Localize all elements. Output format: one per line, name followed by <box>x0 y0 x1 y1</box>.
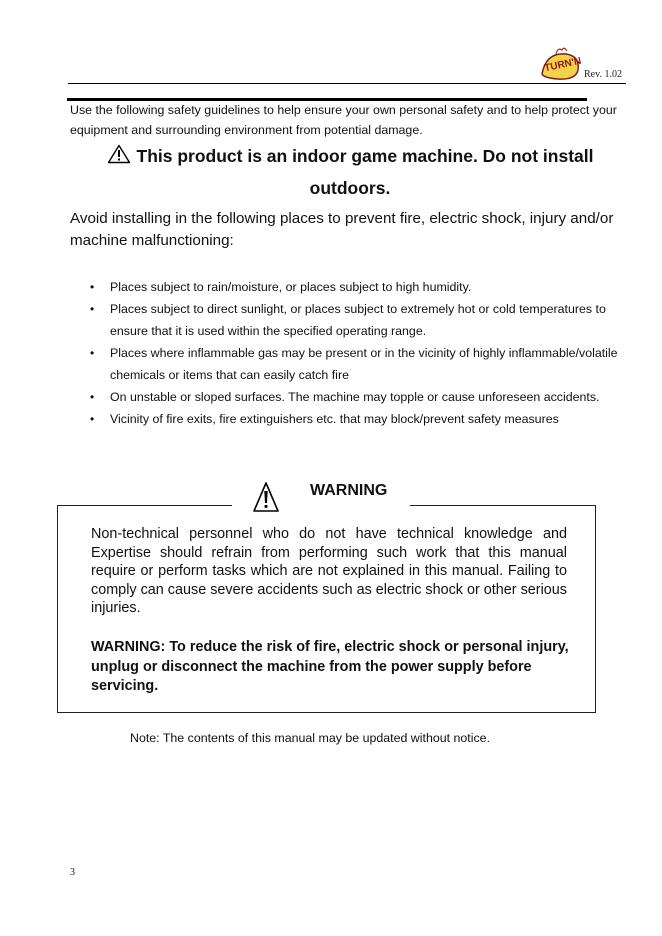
list-item: • Vicinity of fire exits, fire extinguishers etc. that may block/prevent safety measures <box>70 408 630 430</box>
list-item: • Places where inflammable gas may be present or in the vicinity of highly inflammable/volatile chemicals or items that can easily catch fire <box>70 342 630 386</box>
intro-paragraph: Use the following safety guidelines to help ensure your own personal safety and to help protect your equipment and surrounding environment from potential damage. <box>70 103 617 137</box>
update-note: Note: The contents of this manual may be updated without notice. <box>130 731 491 745</box>
page-number: 3 <box>70 867 75 878</box>
indoor-notice-heading <box>70 140 630 204</box>
avoid-paragraph: Avoid installing in the following places to prevent fire, electric shock, injury and/or machine malfunctioning: <box>70 210 614 249</box>
list-item: • On unstable or sloped surfaces. The machine may topple or cause unforeseen accidents. <box>70 386 630 408</box>
indoor-notice-text: This product is an indoor game machine. Do not install outdoors. <box>136 146 594 198</box>
header-divider <box>68 83 626 84</box>
svg-text:TURN'N: TURN'N <box>543 55 583 75</box>
installation-places-list <box>70 276 630 430</box>
list-item: • Places subject to direct sunlight, or places subject to extremely hot or cold temperatures to ensure that it is used within the specified operating range. <box>70 298 630 342</box>
warning-box-title: WARNING <box>310 482 388 499</box>
brand-logo <box>536 44 584 82</box>
warning-triangle-icon <box>107 144 131 164</box>
warning-box-body: Non-technical personnel who do not have technical knowledge and Expertise should refrain from performing such work that this manual require or perform tasks which are not explained in this manual. Failing to comply can cause severe accidents such as electric shock or other serious injuries. <box>91 526 567 617</box>
list-item: • Places subject to rain/moisture, or places subject to high humidity. <box>70 276 630 298</box>
warning-box-bold-text: WARNING: To reduce the risk of fire, electric shock or personal injury, unplug or disconnect the machine from the power supply before servicing. <box>91 639 569 694</box>
warning-exclamation-icon <box>252 481 280 513</box>
revision-label: Rev. 1.02 <box>584 69 622 80</box>
